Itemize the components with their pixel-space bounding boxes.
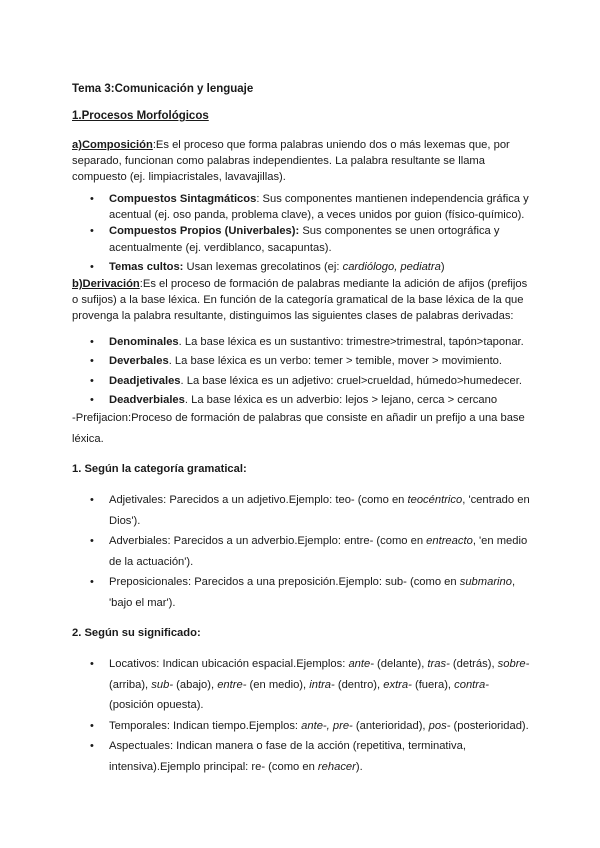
significado-list [72, 654, 530, 777]
composicion-text: :Es el proceso que forma palabras uniendo dos o más lexemas que, por separado, funcionan como palabras independientes. La palabra resultante se llama compuesto (ej. limpiacristales, lavavajillas). [72, 139, 510, 184]
list-item: • Preposicionales: Parecidos a una preposición.Ejemplo: sub- (como en submarino, 'bajo el mar'). [72, 572, 530, 613]
document-title: Tema 3:Comunicación y lenguaje [72, 83, 254, 95]
prefijacion-paragraph: -Prefijacion:Proceso de formación de palabras que consiste en añadir un prefijo a una base léxica. [72, 412, 525, 445]
derivacion-list [72, 333, 530, 410]
composicion-heading: a)Composición [72, 139, 153, 151]
categoria-heading: 1. Según la categoría gramatical: [72, 463, 247, 475]
list-item: • Compuestos Sintagmáticos: Sus componentes mantienen independencia gráfica y acentual (ej. oso panda, problema clave), a veces unidos por guion (físico-químico). [72, 191, 530, 223]
significado-heading: 2. Según su significado: [72, 627, 201, 639]
list-item: • Denominales. La base léxica es un sustantivo: trimestre>trimestral, tapón>taponar. [72, 333, 530, 352]
list-item: • Deadjetivales. La base léxica es un adjetivo: cruel>crueldad, húmedo>humedecer. [72, 372, 530, 391]
categoria-list [72, 490, 530, 613]
list-item: • Adjetivales: Parecidos a un adjetivo.Ejemplo: teo- (como en teocéntrico, 'centrado en Dios'). [72, 490, 530, 531]
list-item: • Temas cultos: Usan lexemas grecolatinos (ej: cardiólogo, pediatra) [72, 259, 530, 275]
list-item: • Aspectuales: Indican manera o fase de la acción (repetitiva, terminativa, intensiva).Ejemplo principal: re- (como en rehacer). [72, 736, 530, 777]
derivacion-paragraph [72, 276, 530, 325]
list-item: • Adverbiales: Parecidos a un adverbio.Ejemplo: entre- (como en entreacto, 'en medio de la actuación'). [72, 531, 530, 572]
section-heading-procesos: 1.Procesos Morfológicos [72, 110, 209, 122]
list-item: • Locativos: Indican ubicación espacial.Ejemplos: ante- (delante), tras- (detrás), sobre- (arriba), sub- (abajo), entre- (en medio), intra- (dentro), extra- (fuera), contra- (posición opuesta). [72, 654, 530, 716]
composicion-list [72, 191, 530, 275]
list-item: • Deverbales. La base léxica es un verbo: temer > temible, mover > movimiento. [72, 352, 530, 371]
list-item: • Temporales: Indican tiempo.Ejemplos: ante-, pre- (anterioridad), pos- (posterioridad). [72, 716, 530, 737]
list-item: • Deadverbiales. La base léxica es un adverbio: lejos > lejano, cerca > cercano [72, 391, 530, 410]
derivacion-text: :Es el proceso de formación de palabras mediante la adición de afijos (prefijos o sufijos) a la base léxica. En función de la categoría gramatical de la base léxica de la que provenga la palabra resultante, distinguimos las siguientes clases de palabras derivadas: [72, 278, 528, 323]
derivacion-heading: b)Derivación [72, 278, 140, 290]
composicion-paragraph [72, 137, 530, 186]
list-item: • Compuestos Propios (Univerbales): Sus componentes se unen ortográfica y acentualmente (ej. verdiblanco, sacapuntas). [72, 223, 530, 255]
